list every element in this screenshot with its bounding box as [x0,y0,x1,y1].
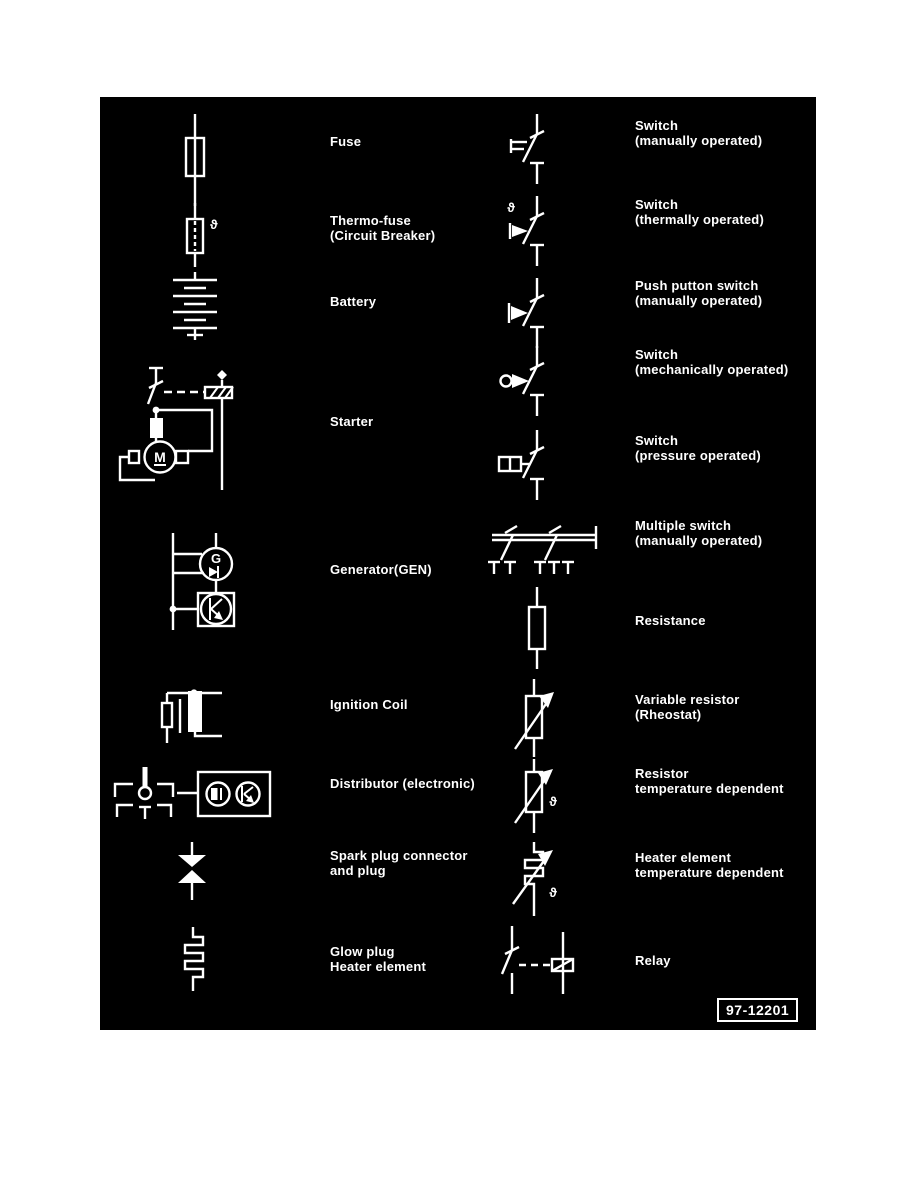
starter-symbol [112,366,292,492]
label-battery: Battery [330,294,377,309]
switch-mechanically-operated-symbol [497,344,561,418]
distributor-electronic-symbol [105,757,283,831]
label-switch-thermal: Switch (thermally operated) [635,197,764,227]
resistor-temperature-dependent-symbol [508,757,568,837]
label-resistance: Resistance [635,613,706,628]
spark-plug-connector-symbol [170,842,214,906]
label-thermo-fuse: Thermo-fuse (Circuit Breaker) [330,213,436,243]
symbol-legend-panel [100,97,816,1030]
motor-letter: M [154,449,166,465]
switch-manually-operated-symbol [497,112,561,186]
label-ignition-coil: Ignition Coil [330,697,408,712]
theta-glyph: ϑ [549,794,557,809]
theta-glyph: ϑ [507,200,515,215]
label-heater-element-temperature-dependent: Heater element temperature dependent [635,850,784,880]
theta-glyph: ϑ [210,217,218,232]
heater-element-temperature-dependent-symbol [508,842,568,922]
generator-letter: G [210,551,222,566]
label-resistor-temperature-dependent: Resistor temperature dependent [635,766,784,796]
theta-glyph: ϑ [549,885,557,900]
resistance-symbol [519,587,555,669]
label-fuse: Fuse [330,134,362,149]
label-switch-manual: Switch (manually operated) [635,118,763,148]
label-switch-pressure: Switch (pressure operated) [635,433,761,463]
label-multiple-switch: Multiple switch (manually operated) [635,518,763,548]
push-button-switch-symbol [497,276,561,350]
battery-symbol [171,272,219,340]
variable-resistor-symbol [508,679,564,757]
label-glow-plug: Glow plug Heater element [330,944,427,974]
switch-pressure-operated-symbol [497,428,561,502]
label-variable-resistor: Variable resistor (Rheostat) [635,692,740,722]
figure-code-badge: 97-12201 [717,998,798,1022]
label-spark-plug-connector: Spark plug connector and plug [330,848,468,878]
label-generator: Generator(GEN) [330,562,432,577]
ignition-coil-symbol [144,677,224,749]
switch-thermally-operated-symbol [497,194,561,268]
glow-plug-symbol [176,927,212,1003]
label-relay: Relay [635,953,671,968]
multiple-switch-symbol [484,516,610,574]
generator-symbol [158,527,243,665]
relay-symbol [494,924,584,1006]
fuse-symbol [177,114,213,206]
label-push-button-switch: Push putton switch (manually operated) [635,278,763,308]
label-distributor: Distributor (electronic) [330,776,475,791]
label-switch-mechanical: Switch (mechanically operated) [635,347,789,377]
label-starter: Starter [330,414,374,429]
thermo-fuse-symbol [177,203,237,267]
